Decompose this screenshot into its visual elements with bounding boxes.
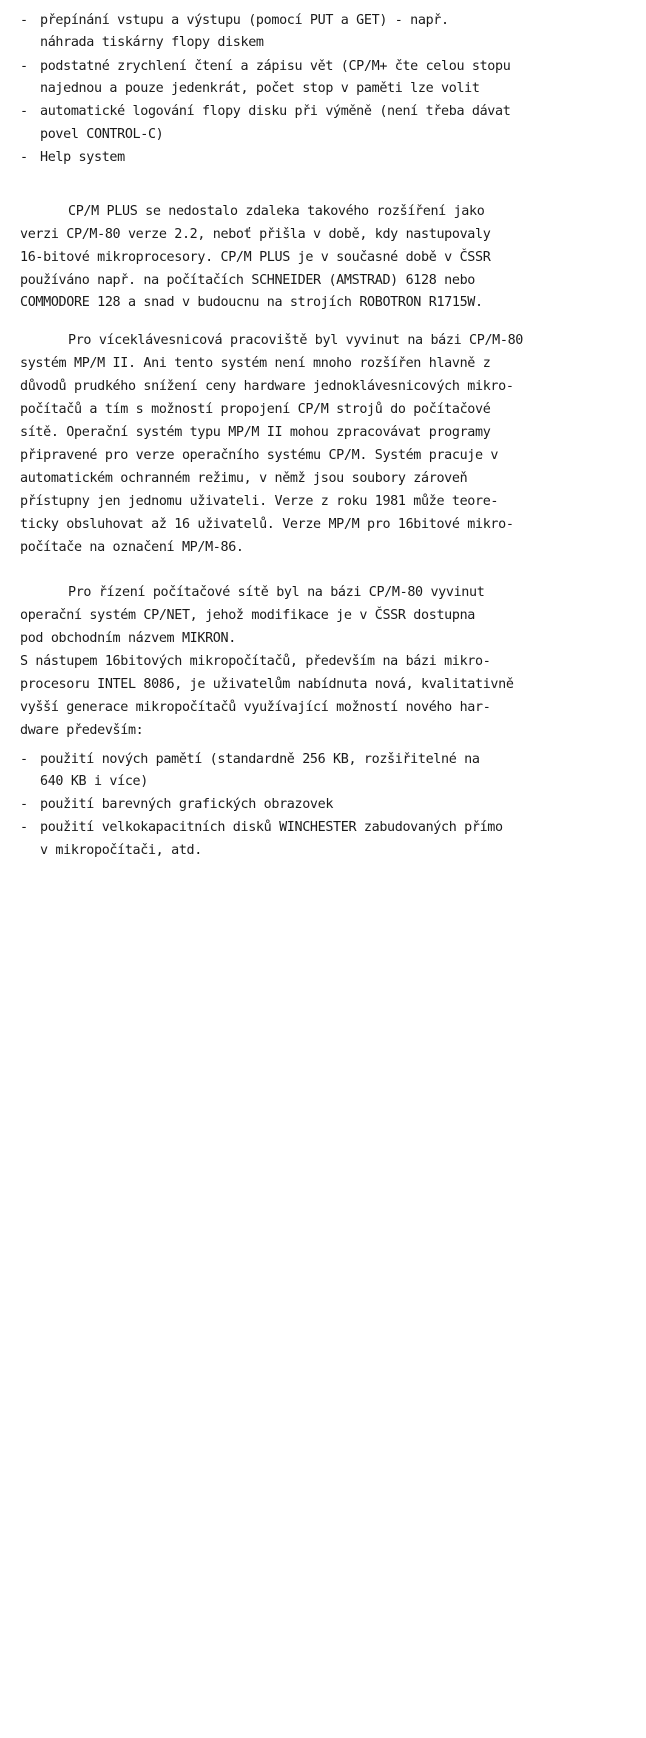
bullet-marker: - [20,150,28,165]
bullet-line: v mikropočítači, atd. [40,843,202,858]
paragraph-line: vyšší generace mikropočítačů využívající možností nového har- [20,700,491,715]
bullet-marker: - [20,13,28,28]
paragraph-line: systém MP/M II. Ani tento systém není mnoho rozšířen hlavně z [20,356,491,371]
paragraph-line: sítě. Operační systém typu MP/M II mohou zpracovávat programy [20,425,491,440]
paragraph-line: ticky obsluhovat až 16 uživatelů. Verze MP/M pro 16bitové mikro- [20,517,514,532]
bullet-line: najednou a pouze jedenkrát, počet stop v paměti lze volit [40,81,480,96]
paragraph-line: počítačů a tím s možností propojení CP/M strojů do počítačové [20,402,491,417]
paragraph-line: CP/M PLUS se nedostalo zdaleka takového rozšíření jako [68,204,485,219]
paragraph-line: procesoru INTEL 8086, je uživatelům nabídnuta nová, kvalitativně [20,677,514,692]
bullet-line: použití nových pamětí (standardně 256 KB, rozšiřitelné na [40,752,480,767]
bullet-line: použití velkokapacitních disků WINCHESTER zabudovaných přímo [40,820,503,835]
paragraph-line: dware především: [20,723,144,738]
paragraph-line: S nástupem 16bitových mikropočítačů, především na bázi mikro- [20,654,491,669]
bullet-line: přepínání vstupu a výstupu (pomocí PUT a GET) - např. [40,13,449,28]
bullet-line: náhrada tiskárny flopy diskem [40,35,264,50]
bullet-line: použití barevných grafických obrazovek [40,797,334,812]
bullet-line: 640 KB i více) [40,774,148,789]
paragraph-line: 16-bitové mikroprocesory. CP/M PLUS je v současné době v ČSSR [20,250,491,265]
paragraph-line: připravené pro verze operačního systému CP/M. Systém pracuje v [20,448,499,463]
bullet-line: podstatné zrychlení čtení a zápisu vět (CP/M+ čte celou stopu [40,59,511,74]
paragraph-line: automatickém ochranném režimu, v němž jsou soubory zároveň [20,471,468,486]
paragraph-line: přístupny jen jednomu uživateli. Verze z roku 1981 může teore- [20,494,499,509]
bullet-marker: - [20,820,28,835]
paragraph-line: operační systém CP/NET, jehož modifikace je v ČSSR dostupna [20,608,475,623]
bullet-marker: - [20,752,28,767]
paragraph-line: používáno např. na počítačích SCHNEIDER (AMSTRAD) 6128 nebo [20,273,475,288]
bullet-line: Help system [40,150,125,165]
paragraph-line: verzi CP/M-80 verze 2.2, neboť přišla v době, kdy nastupovaly [20,227,491,242]
bullet-marker: - [20,59,28,74]
bullet-list-bottom [0,752,646,1738]
paragraph-line: Pro řízení počítačové sítě byl na bázi CP/M-80 vyvinut [68,585,485,600]
bullet-line: automatické logování flopy disku při výměně (není třeba dávat [40,104,511,119]
paragraph-line: COMMODORE 128 a snad v budoucnu na strojích ROBOTRON R1715W. [20,295,483,310]
paragraph-line: pod obchodním názvem MIKRON. [20,631,236,646]
bullet-line: povel CONTROL-C) [40,127,164,142]
paragraph-line: Pro víceklávesnicová pracoviště byl vyvinut na bázi CP/M-80 [68,333,523,348]
bullet-marker: - [20,797,28,812]
bullet-marker: - [20,104,28,119]
paragraph-line: důvodů prudkého snížení ceny hardware jednoklávesnicových mikro- [20,379,514,394]
paragraph-line: počítače na označení MP/M-86. [20,540,244,555]
